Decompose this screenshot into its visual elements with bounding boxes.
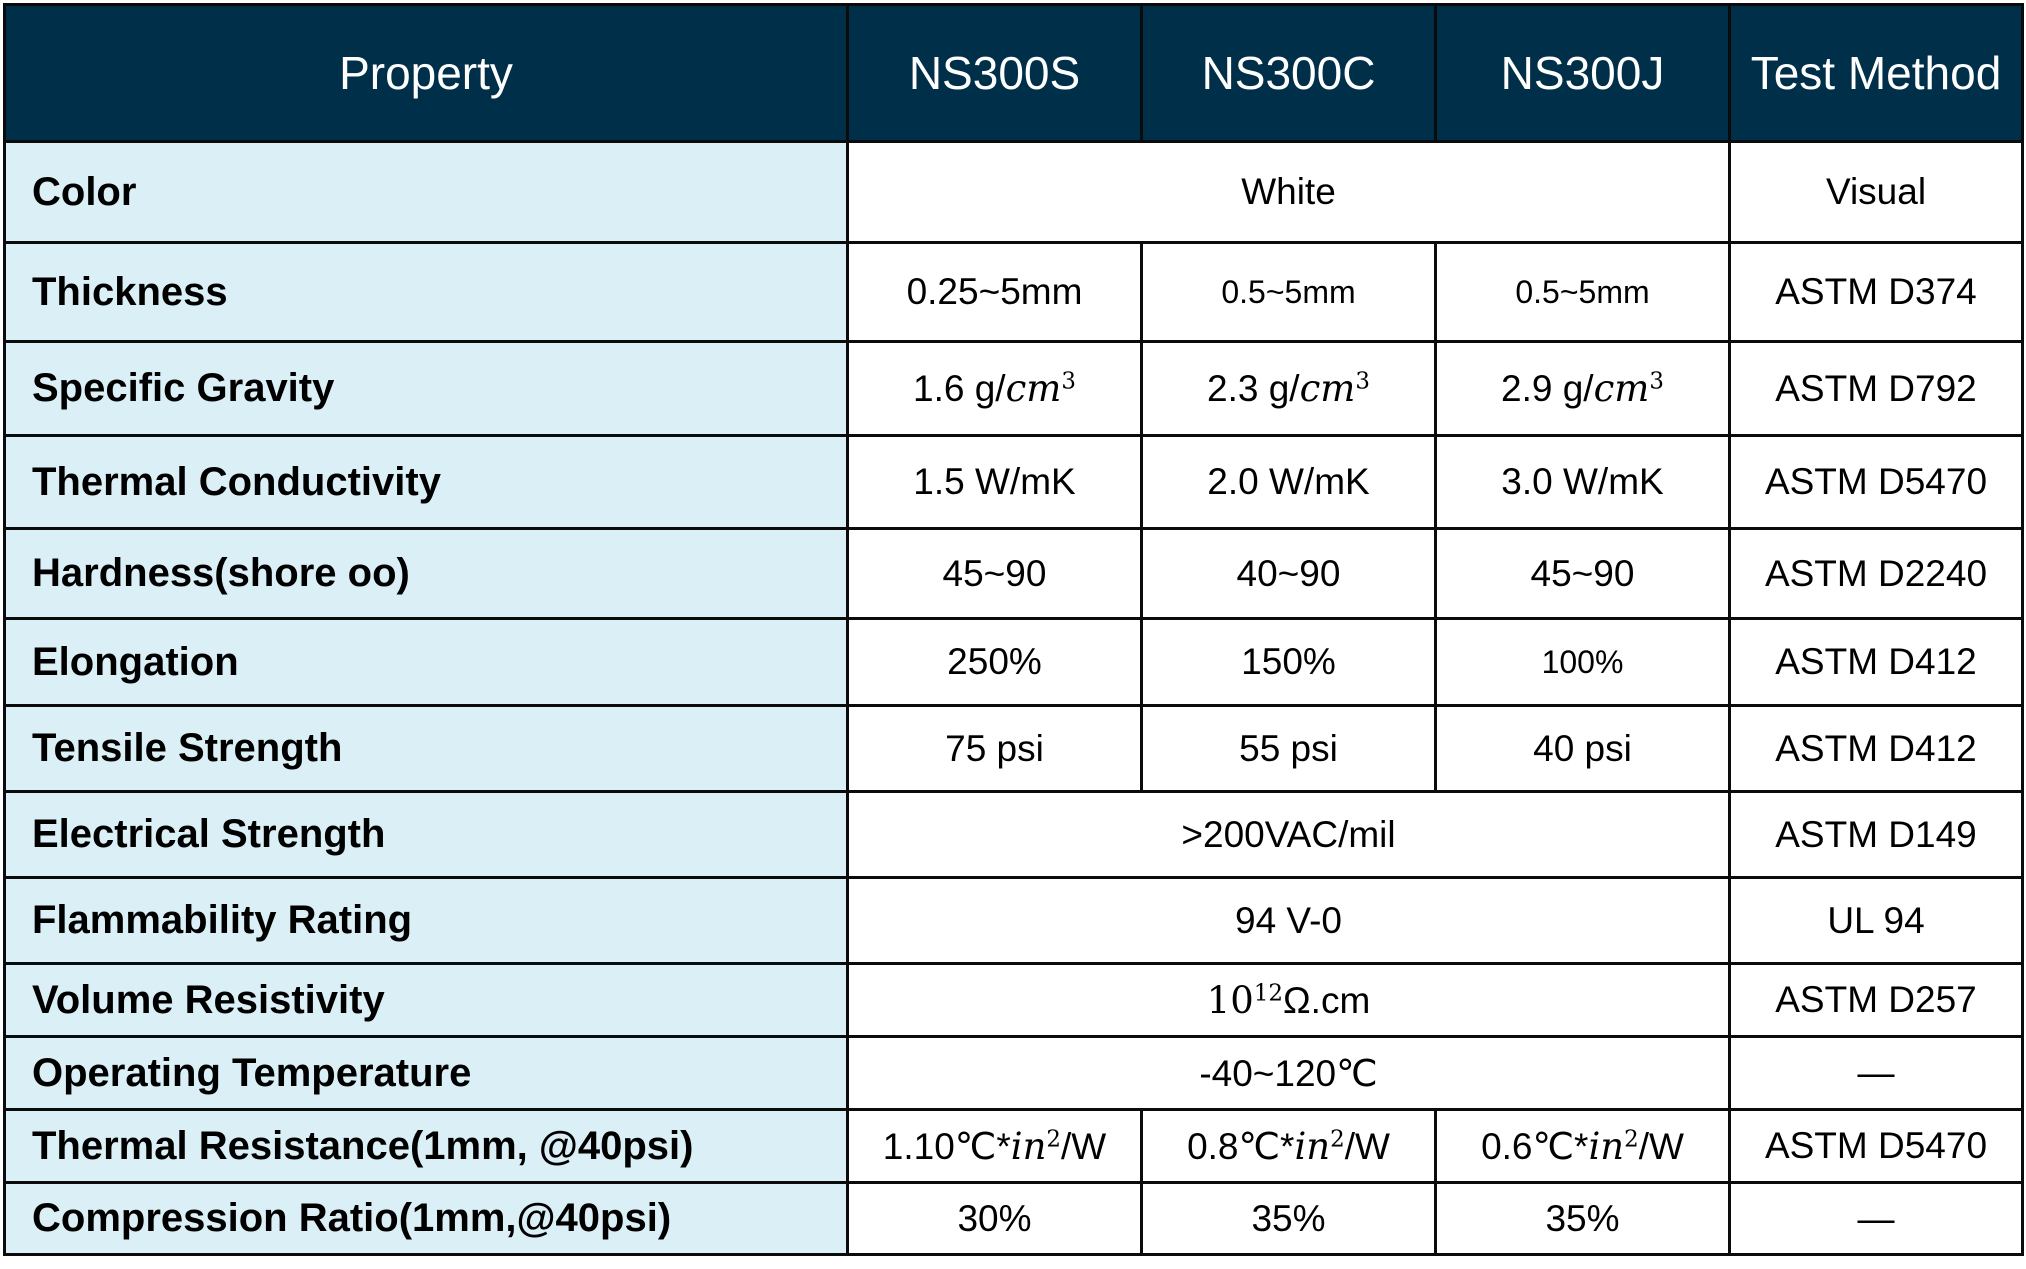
method-volume-resistivity: ASTM D257 (1730, 964, 2023, 1037)
value-electrical-strength: >200VAC/mil (848, 792, 1730, 878)
specific-gravity-ns300j (1436, 342, 1730, 436)
value-operating-temperature: -40~120℃ (848, 1037, 1730, 1110)
label-hardness: Hardness(shore oo) (5, 529, 848, 619)
label-thickness: Thickness (5, 243, 848, 342)
label-operating-temperature: Operating Temperature (5, 1037, 848, 1110)
label-flammability: Flammability Rating (5, 878, 848, 964)
thickness-ns300c: 0.5~5mm (1142, 243, 1436, 342)
method-elongation: ASTM D412 (1730, 619, 2023, 706)
row-specific-gravity (5, 342, 2023, 436)
row-electrical-strength (5, 792, 2023, 878)
compression-ratio-ns300s: 30% (848, 1183, 1142, 1255)
method-thermal-resistance: ASTM D5470 (1730, 1110, 2023, 1183)
compression-ratio-ns300j: 35% (1436, 1183, 1730, 1255)
label-tensile-strength: Tensile Strength (5, 706, 848, 792)
tr-ns300s-value: 1.10℃* (882, 1125, 1011, 1167)
tr-ns300s-suffix: /W (1061, 1125, 1107, 1167)
sg-ns300s-value: 1.6 g/ (913, 368, 1006, 409)
label-color: Color (5, 142, 848, 243)
tr-ns300j-exp: 2 (1624, 1125, 1639, 1152)
elongation-ns300c: 150% (1142, 619, 1436, 706)
thermal-conductivity-ns300c: 2.0 W/mK (1142, 436, 1436, 529)
method-color: Visual (1730, 142, 2023, 243)
specific-gravity-ns300s (848, 342, 1142, 436)
thickness-ns300j: 0.5~5mm (1436, 243, 1730, 342)
compression-ratio-ns300c: 35% (1142, 1183, 1436, 1255)
tr-ns300c-exp: 2 (1330, 1125, 1345, 1152)
thermal-resistance-ns300c (1142, 1110, 1436, 1183)
header-ns300j: NS300J (1436, 5, 1730, 142)
method-thickness: ASTM D374 (1730, 243, 2023, 342)
row-hardness (5, 529, 2023, 619)
tr-ns300j-suffix: /W (1638, 1125, 1684, 1167)
value-volume-resistivity (848, 964, 1730, 1037)
vr-base: 10 (1206, 978, 1254, 1022)
value-color: White (848, 142, 1730, 243)
header-row (5, 5, 2023, 142)
specific-gravity-ns300c (1142, 342, 1436, 436)
label-volume-resistivity: Volume Resistivity (5, 964, 848, 1037)
row-thickness (5, 243, 2023, 342)
method-tensile-strength: ASTM D412 (1730, 706, 2023, 792)
method-specific-gravity: ASTM D792 (1730, 342, 2023, 436)
hardness-ns300j: 45~90 (1436, 529, 1730, 619)
sg-ns300c-value: 2.3 g/ (1207, 368, 1300, 409)
sg-ns300j-value: 2.9 g/ (1501, 368, 1594, 409)
sg-ns300c-exp: 3 (1355, 368, 1370, 395)
tr-ns300j-value: 0.6℃* (1481, 1125, 1589, 1167)
vr-exp: 12 (1253, 979, 1283, 1006)
row-flammability (5, 878, 2023, 964)
vr-unit: Ω.cm (1283, 979, 1371, 1021)
method-compression-ratio: — (1730, 1183, 2023, 1255)
value-flammability: 94 V-0 (848, 878, 1730, 964)
method-operating-temperature: — (1730, 1037, 2023, 1110)
method-flammability: UL 94 (1730, 878, 2023, 964)
label-specific-gravity: Specific Gravity (5, 342, 848, 436)
tensile-strength-ns300c: 55 psi (1142, 706, 1436, 792)
header-ns300s: NS300S (848, 5, 1142, 142)
thermal-resistance-ns300j (1436, 1110, 1730, 1183)
tr-ns300s-unit: in (1010, 1124, 1047, 1168)
row-elongation (5, 619, 2023, 706)
row-compression-ratio (5, 1183, 2023, 1255)
tr-ns300s-exp: 2 (1046, 1125, 1062, 1152)
row-thermal-conductivity (5, 436, 2023, 529)
header-property: Property (5, 5, 848, 142)
header-ns300c: NS300C (1142, 5, 1436, 142)
row-operating-temperature (5, 1037, 2023, 1110)
thermal-conductivity-ns300j: 3.0 W/mK (1436, 436, 1730, 529)
tr-ns300c-suffix: /W (1344, 1125, 1390, 1167)
elongation-ns300j: 100% (1436, 619, 1730, 706)
sg-ns300c-unit: cm (1299, 367, 1356, 410)
header-test-method: Test Method (1730, 5, 2023, 142)
sg-ns300s-exp: 3 (1061, 368, 1076, 395)
label-electrical-strength: Electrical Strength (5, 792, 848, 878)
thermal-resistance-ns300s (848, 1110, 1142, 1183)
sg-ns300j-unit: cm (1593, 367, 1650, 410)
tensile-strength-ns300s: 75 psi (848, 706, 1142, 792)
method-thermal-conductivity: ASTM D5470 (1730, 436, 2023, 529)
sg-ns300j-exp: 3 (1649, 368, 1664, 395)
elongation-ns300s: 250% (848, 619, 1142, 706)
tr-ns300c-unit: in (1294, 1124, 1331, 1168)
label-compression-ratio: Compression Ratio(1mm,@40psi) (5, 1183, 848, 1255)
row-thermal-resistance (5, 1110, 2023, 1183)
row-volume-resistivity (5, 964, 2023, 1037)
hardness-ns300s: 45~90 (848, 529, 1142, 619)
tr-ns300c-value: 0.8℃* (1187, 1125, 1295, 1167)
tensile-strength-ns300j: 40 psi (1436, 706, 1730, 792)
label-elongation: Elongation (5, 619, 848, 706)
row-tensile-strength (5, 706, 2023, 792)
sg-ns300s-unit: cm (1005, 367, 1062, 410)
method-hardness: ASTM D2240 (1730, 529, 2023, 619)
hardness-ns300c: 40~90 (1142, 529, 1436, 619)
label-thermal-resistance: Thermal Resistance(1mm, @40psi) (5, 1110, 848, 1183)
thickness-ns300s: 0.25~5mm (848, 243, 1142, 342)
label-thermal-conductivity: Thermal Conductivity (5, 436, 848, 529)
thermal-conductivity-ns300s: 1.5 W/mK (848, 436, 1142, 529)
row-color (5, 142, 2023, 243)
method-electrical-strength: ASTM D149 (1730, 792, 2023, 878)
properties-table (3, 3, 2024, 1256)
tr-ns300j-unit: in (1588, 1124, 1625, 1168)
